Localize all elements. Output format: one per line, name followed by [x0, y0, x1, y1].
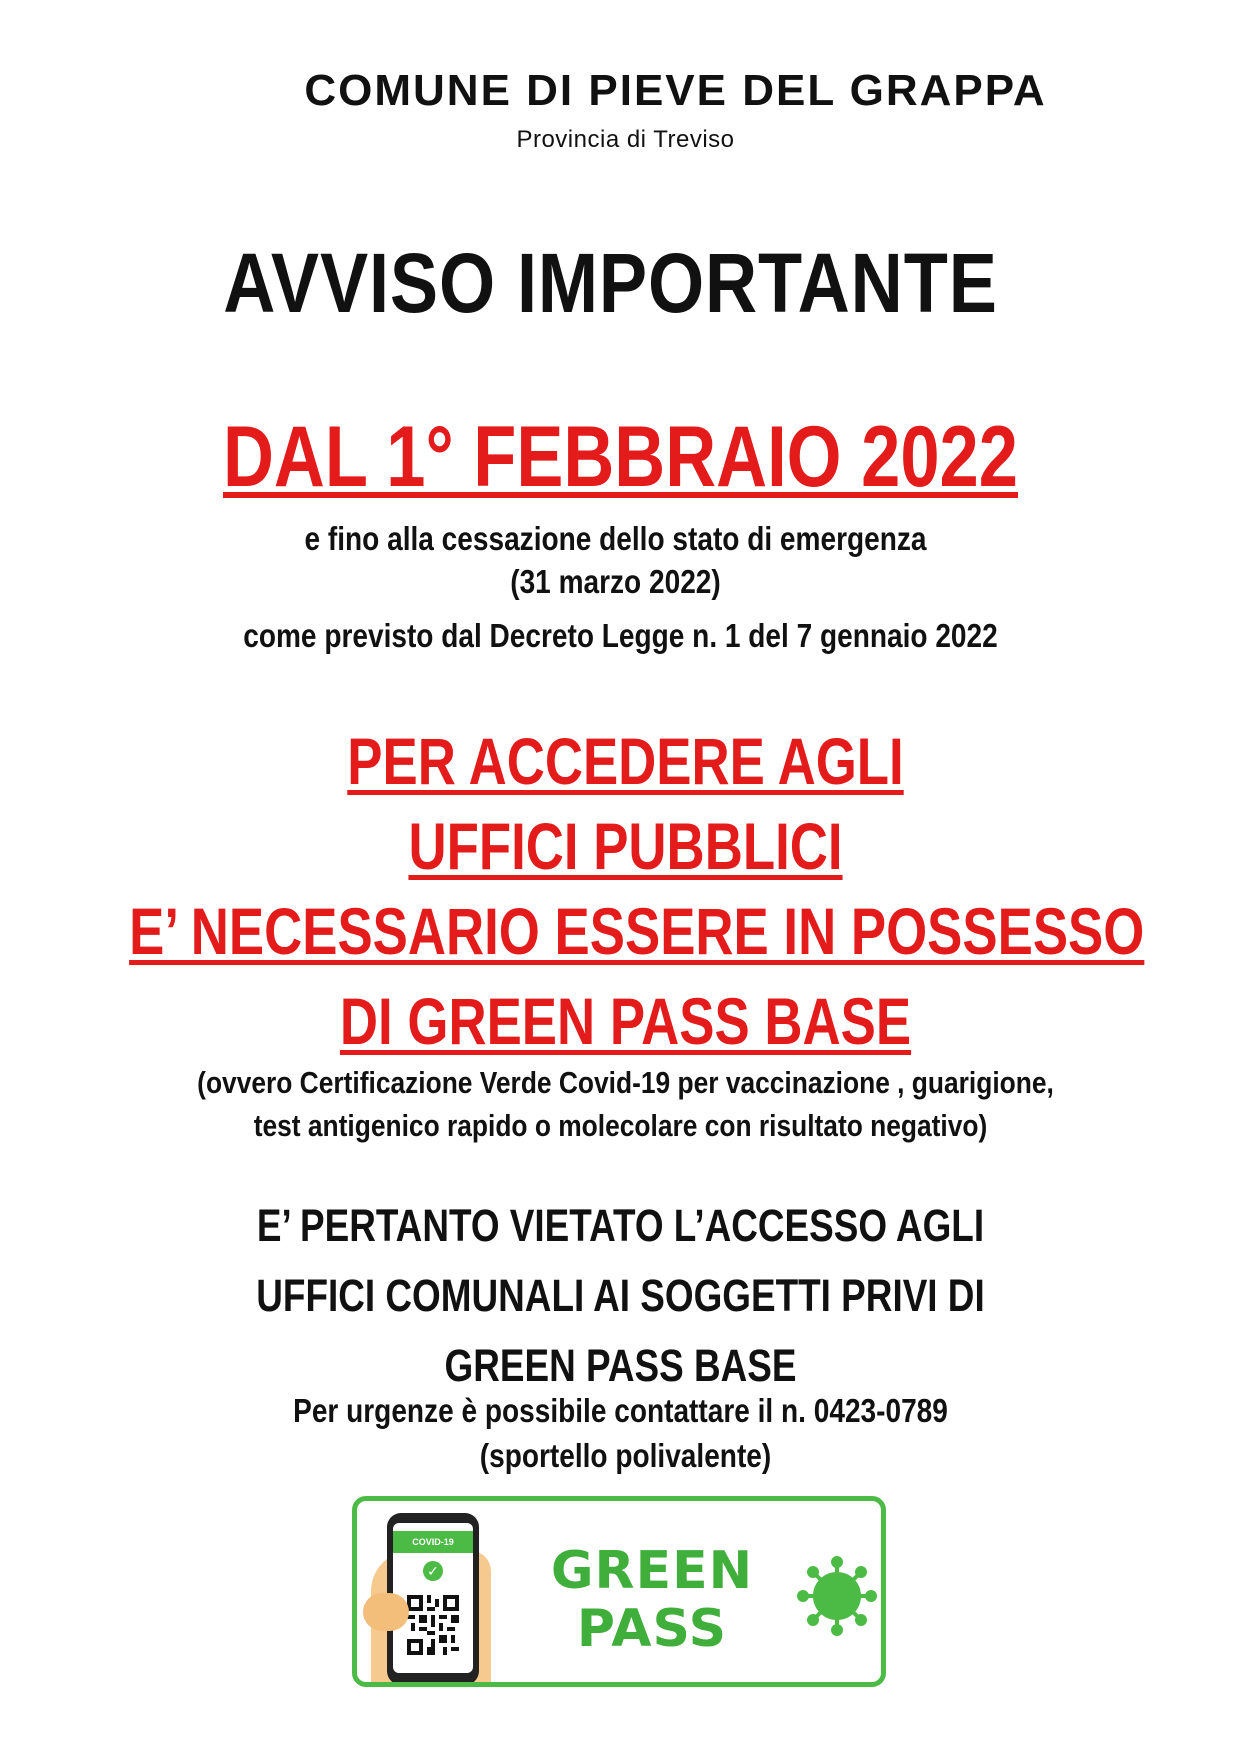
green-pass-word-pass: PASS [576, 1599, 728, 1659]
qr-code-icon [407, 1595, 459, 1655]
prohibition-line-1: E’ PERTANTO VIETATO L’ACCESSO AGLI [256, 1200, 985, 1251]
requirement-line-3: E’ NECESSARIO ESSERE IN POSSESSO [129, 894, 1145, 968]
requirement-line-2: UFFICI PUBBLICI [408, 809, 843, 883]
notice-title: AVVISO IMPORTANTE [223, 236, 998, 330]
green-pass-word-green: GREEN [550, 1541, 754, 1601]
sub-line-1: e fino alla cessazione dello stato di emergenza [304, 520, 927, 557]
requirement-line-4: DI GREEN PASS BASE [339, 984, 912, 1058]
contact-line-1: Per urgenze è possibile contattare il n. 0423-0789 [293, 1392, 948, 1429]
note-line-2: test antigenico rapido o molecolare con risultato negativo) [253, 1108, 988, 1143]
requirement-line-1: PER ACCEDERE AGLI [347, 724, 904, 798]
covid-label: COVID-19 [393, 1531, 473, 1553]
prohibition-line-2: UFFICI COMUNALI AI SOGGETTI PRIVI DI [256, 1270, 985, 1321]
sub-line-2: (31 marzo 2022) [510, 563, 721, 600]
province-name: Provincia di Treviso [516, 126, 735, 153]
prohibition-line-3: GREEN PASS BASE [444, 1340, 797, 1391]
virus-icon [797, 1556, 877, 1636]
green-pass-logo [352, 1496, 886, 1687]
municipality-name: COMUNE DI PIEVE DEL GRAPPA [304, 66, 1047, 115]
date-headline: DAL 1° FEBBRAIO 2022 [222, 409, 1018, 505]
phone-screen [393, 1523, 473, 1673]
thumb-illustration [363, 1593, 409, 1631]
note-line-1: (ovvero Certificazione Verde Covid-19 per vaccinazione , guarigione, [197, 1065, 1054, 1100]
check-icon: ✓ [423, 1561, 443, 1581]
sub-line-3: come previsto dal Decreto Legge n. 1 del 7 gennaio 2022 [243, 617, 998, 654]
contact-line-2: (sportello polivalente) [479, 1437, 772, 1474]
